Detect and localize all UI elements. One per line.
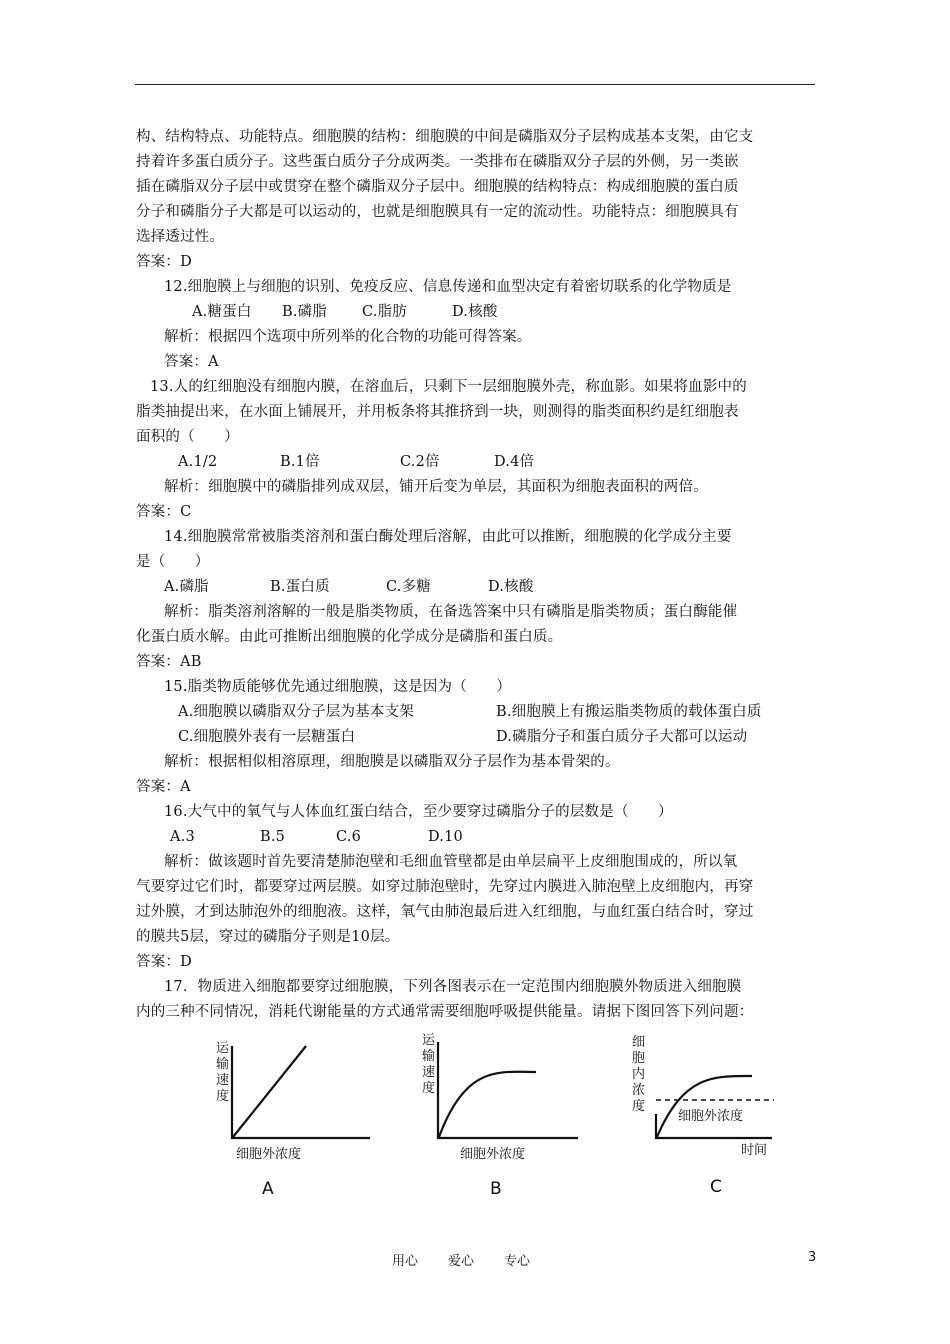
figure-c-xlabel: 时间 — [741, 1143, 768, 1158]
analysis-line: 解析：细胞膜中的磷脂排列成双层，铺开后变为单层，其面积为细胞表面积的两倍。 — [164, 479, 708, 495]
analysis-line: 解析：脂类溶剂溶解的一般是脂类物质，在备选答案中只有磷脂是脂类物质；蛋白酶能催 — [164, 604, 738, 620]
question-stem: 17．物质进入细胞都要穿过细胞膜，下列各图表示在一定范围内细胞膜外物质进入细胞膜 — [164, 979, 742, 995]
option: A.磷脂 — [164, 579, 209, 595]
figure-a-curve — [233, 1046, 306, 1137]
analysis-line: 过外膜，才到达肺泡外的细胞液。这样，氧气由肺泡最后进入红细胞，与血红蛋白结合时，穿过 — [136, 904, 754, 920]
figure-b-ylabel-4: 度 — [422, 1081, 436, 1096]
figure-a — [216, 1041, 301, 1199]
figure-c-ylabel-4: 浓 — [632, 1083, 646, 1098]
option: A.糖蛋白 — [192, 304, 252, 320]
answer-line: 答案：C — [136, 504, 192, 520]
answer-line: 答案：A — [136, 779, 191, 795]
transport-figures — [204, 1024, 784, 1200]
option: B.5 — [260, 829, 286, 845]
option: D.4倍 — [494, 454, 535, 470]
figure-b-ylabel-1: 运 — [422, 1033, 436, 1048]
option: B.磷脂 — [282, 304, 328, 320]
answer-line: 答案：D — [136, 254, 192, 270]
footer-motto-1: 用心 — [392, 1254, 419, 1269]
analysis-line: 的膜共5层，穿过的磷脂分子则是10层。 — [136, 929, 400, 945]
figure-c-ylabel-1: 细 — [632, 1035, 646, 1050]
option: D.10 — [428, 829, 463, 845]
text-line: 持着许多蛋白质分子。这些蛋白质分子分成两类。一类排布在磷脂双分子层的外侧，另一类嵌 — [136, 154, 739, 170]
option: A.1/2 — [178, 454, 218, 470]
figure-c-ylabel-5: 度 — [632, 1099, 646, 1114]
figure-c-ylabel-2: 胞 — [632, 1051, 646, 1066]
figure-b-xlabel: 细胞外浓度 — [460, 1147, 526, 1162]
analysis-line: 解析：做该题时首先要清楚肺泡壁和毛细血管壁都是由单层扁平上皮细胞围成的，所以氧 — [164, 854, 738, 870]
figure-a-ylabel-2: 输 — [216, 1057, 230, 1072]
figure-b-axes — [438, 1042, 578, 1138]
text-line: 选择透过性。 — [136, 229, 225, 245]
question-stem: 15.脂类物质能够优先通过细胞膜，这是因为（ ） — [164, 679, 512, 695]
text-line: 内的三种不同情况，消耗代谢能量的方式通常需要细胞呼吸提供能量。请据下图回答下列问题： — [136, 1004, 754, 1020]
option: A.细胞膜以磷脂双分子层为基本支架 — [178, 704, 414, 720]
analysis-line: 气要穿过它们时，都要穿过两层膜。如穿过肺泡壁时，先穿过内膜进入肺泡壁上皮细胞内，再穿 — [136, 879, 754, 895]
page-number: 3 — [808, 1250, 817, 1265]
text-line: 面积的（ ） — [136, 429, 239, 445]
option: D.磷脂分子和蛋白质分子大都可以运动 — [496, 729, 748, 745]
option: D.核酸 — [452, 304, 498, 320]
answer-line: 答案：D — [136, 954, 192, 970]
figure-a-caption: A — [262, 1179, 274, 1199]
option: C.多糖 — [386, 579, 431, 595]
analysis-line: 解析：根据相似相溶原理，细胞膜是以磷脂双分子层作为基本骨架的。 — [164, 754, 620, 770]
text-line: 是（ ） — [136, 554, 210, 570]
analysis-line: 解析：根据四个选项中所列举的化合物的功能可得答案。 — [164, 329, 532, 345]
footer-motto-2: 爱心 — [448, 1254, 475, 1269]
option: C.脂肪 — [362, 304, 407, 320]
question-stem: 16.大气中的氧气与人体血红蛋白结合，至少要穿过磷脂分子的层数是（ ） — [164, 804, 673, 820]
text-line: 分子和磷脂分子大都是可以运动的，也就是细胞膜具有一定的流动性。功能特点：细胞膜具有 — [136, 204, 739, 220]
analysis-line: 化蛋白质水解。由此可推断出细胞膜的化学成分是磷脂和蛋白质。 — [136, 629, 563, 645]
figure-c — [632, 1035, 767, 1197]
figure-c-ylabel-3: 内 — [632, 1067, 646, 1082]
option: B.1倍 — [280, 454, 320, 470]
option: C.2倍 — [400, 454, 440, 470]
figure-a-axes — [232, 1046, 370, 1138]
figure-a-xlabel: 细胞外浓度 — [236, 1147, 302, 1162]
option: C.细胞膜外表有一层糖蛋白 — [178, 729, 356, 745]
figure-a-ylabel-1: 运 — [216, 1041, 230, 1056]
figure-c-curve — [657, 1076, 752, 1137]
option: D.核酸 — [488, 579, 534, 595]
figure-a-ylabel-4: 度 — [216, 1089, 230, 1104]
option: C.6 — [336, 829, 362, 845]
figure-a-ylabel-3: 速 — [216, 1073, 230, 1088]
footer-motto-3: 专心 — [504, 1254, 531, 1269]
figure-b-ylabel-3: 速 — [422, 1065, 436, 1080]
text-line: 插在磷脂双分子层中或贯穿在整个磷脂双分子层中。细胞膜的结构特点：构成细胞膜的蛋白质 — [136, 179, 739, 195]
header-rule — [135, 84, 815, 85]
figure-b-ylabel-2: 输 — [422, 1049, 436, 1064]
figure-c-caption: C — [710, 1177, 722, 1197]
text-line: 构、结构特点、功能特点。细胞膜的结构：细胞膜的中间是磷脂双分子层构成基本支架，由它支 — [136, 129, 754, 145]
question-stem: 12.细胞膜上与细胞的识别、免疫反应、信息传递和血型决定有着密切联系的化学物质是 — [164, 279, 732, 295]
answer-line: 答案：A — [164, 354, 219, 370]
option: B.细胞膜上有搬运脂类物质的载体蛋白质 — [496, 704, 762, 720]
question-stem: 14.细胞膜常常被脂类溶剂和蛋白酶处理后溶解，由此可以推断，细胞膜的化学成分主要 — [164, 529, 732, 545]
answer-line: 答案：AB — [136, 654, 202, 670]
option: A.3 — [170, 829, 195, 845]
text-line: 脂类抽提出来，在水面上铺展开，并用板条将其推挤到一块，则测得的脂类面积约是红细胞表 — [136, 404, 739, 420]
question-stem: 13.人的红细胞没有细胞内膜，在溶血后，只剩下一层细胞膜外壳，称血影。如果将血影中的 — [150, 379, 747, 395]
figure-b-curve — [439, 1072, 536, 1137]
figure-c-dash-label: 细胞外浓度 — [678, 1109, 744, 1124]
figure-b-caption: B — [490, 1179, 502, 1199]
option: B.蛋白质 — [270, 579, 330, 595]
